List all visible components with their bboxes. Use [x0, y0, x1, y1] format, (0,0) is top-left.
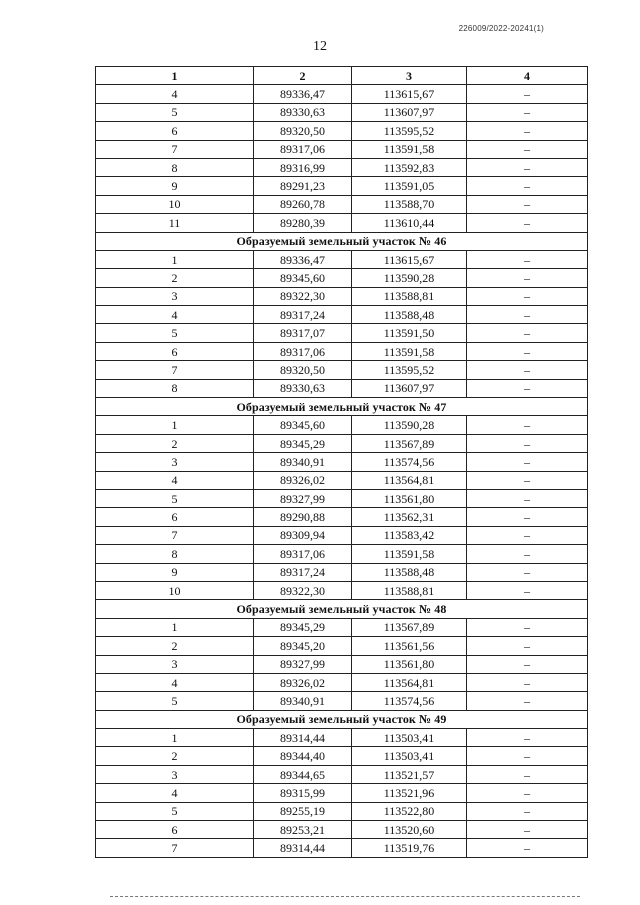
note-cell: – — [467, 103, 588, 121]
point-number-cell: 8 — [96, 379, 254, 397]
y-coordinate-cell: 113595,52 — [352, 361, 467, 379]
section-title: Образуемый земельный участок № 47 — [96, 398, 588, 416]
table-row — [96, 361, 588, 379]
y-coordinate-cell: 113607,97 — [352, 379, 467, 397]
column-header-4: 4 — [467, 67, 588, 85]
table-row — [96, 250, 588, 268]
table-row — [96, 269, 588, 287]
note-cell: – — [467, 526, 588, 544]
note-cell: – — [467, 177, 588, 195]
note-cell: – — [467, 158, 588, 176]
note-cell: – — [467, 673, 588, 691]
y-coordinate-cell: 113588,48 — [352, 306, 467, 324]
note-cell: – — [467, 416, 588, 434]
point-number-cell: 5 — [96, 103, 254, 121]
point-number-cell: 4 — [96, 85, 254, 103]
point-number-cell: 4 — [96, 784, 254, 802]
section-title: Образуемый земельный участок № 48 — [96, 600, 588, 618]
y-coordinate-cell: 113520,60 — [352, 821, 467, 839]
x-coordinate-cell: 89340,91 — [254, 692, 352, 710]
note-cell: – — [467, 655, 588, 673]
y-coordinate-cell: 113562,31 — [352, 508, 467, 526]
y-coordinate-cell: 113615,67 — [352, 250, 467, 268]
x-coordinate-cell: 89260,78 — [254, 195, 352, 213]
table-row — [96, 158, 588, 176]
x-coordinate-cell: 89253,21 — [254, 821, 352, 839]
x-coordinate-cell: 89345,60 — [254, 416, 352, 434]
table-row — [96, 821, 588, 839]
x-coordinate-cell: 89326,02 — [254, 673, 352, 691]
column-header-3: 3 — [352, 67, 467, 85]
note-cell: – — [467, 250, 588, 268]
x-coordinate-cell: 89336,47 — [254, 250, 352, 268]
point-number-cell: 8 — [96, 545, 254, 563]
section-title-row — [96, 232, 588, 250]
note-cell: – — [467, 802, 588, 820]
table-row — [96, 342, 588, 360]
y-coordinate-cell: 113522,80 — [352, 802, 467, 820]
x-coordinate-cell: 89345,29 — [254, 618, 352, 636]
point-number-cell: 2 — [96, 747, 254, 765]
point-number-cell: 1 — [96, 729, 254, 747]
point-number-cell: 5 — [96, 489, 254, 507]
table-row — [96, 416, 588, 434]
table-row — [96, 802, 588, 820]
note-cell: – — [467, 821, 588, 839]
point-number-cell: 7 — [96, 839, 254, 857]
table-row — [96, 287, 588, 305]
note-cell: – — [467, 692, 588, 710]
y-coordinate-cell: 113588,81 — [352, 581, 467, 599]
note-cell: – — [467, 214, 588, 232]
table-row — [96, 140, 588, 158]
note-cell: – — [467, 729, 588, 747]
table-row — [96, 637, 588, 655]
footer-divider — [110, 896, 580, 898]
x-coordinate-cell: 89344,40 — [254, 747, 352, 765]
point-number-cell: 6 — [96, 342, 254, 360]
table-row — [96, 489, 588, 507]
note-cell: – — [467, 140, 588, 158]
x-coordinate-cell: 89317,24 — [254, 563, 352, 581]
note-cell: – — [467, 195, 588, 213]
table-row — [96, 122, 588, 140]
note-cell: – — [467, 747, 588, 765]
point-number-cell: 4 — [96, 471, 254, 489]
y-coordinate-cell: 113590,28 — [352, 416, 467, 434]
table-row — [96, 453, 588, 471]
x-coordinate-cell: 89314,44 — [254, 839, 352, 857]
table-row — [96, 729, 588, 747]
note-cell: – — [467, 637, 588, 655]
point-number-cell: 9 — [96, 177, 254, 195]
note-cell: – — [467, 269, 588, 287]
point-number-cell: 11 — [96, 214, 254, 232]
point-number-cell: 2 — [96, 269, 254, 287]
y-coordinate-cell: 113503,41 — [352, 747, 467, 765]
x-coordinate-cell: 89317,06 — [254, 545, 352, 563]
x-coordinate-cell: 89320,50 — [254, 122, 352, 140]
point-number-cell: 7 — [96, 361, 254, 379]
point-number-cell: 7 — [96, 526, 254, 544]
note-cell: – — [467, 563, 588, 581]
x-coordinate-cell: 89345,29 — [254, 434, 352, 452]
table-row — [96, 471, 588, 489]
note-cell: – — [467, 287, 588, 305]
x-coordinate-cell: 89345,20 — [254, 637, 352, 655]
table-row — [96, 324, 588, 342]
point-number-cell: 5 — [96, 802, 254, 820]
table-row — [96, 655, 588, 673]
x-coordinate-cell: 89327,99 — [254, 489, 352, 507]
x-coordinate-cell: 89327,99 — [254, 655, 352, 673]
note-cell: – — [467, 122, 588, 140]
x-coordinate-cell: 89317,06 — [254, 140, 352, 158]
point-number-cell: 3 — [96, 287, 254, 305]
section-title-row — [96, 710, 588, 728]
y-coordinate-cell: 113591,58 — [352, 140, 467, 158]
point-number-cell: 9 — [96, 563, 254, 581]
note-cell: – — [467, 581, 588, 599]
y-coordinate-cell: 113588,70 — [352, 195, 467, 213]
y-coordinate-cell: 113595,52 — [352, 122, 467, 140]
y-coordinate-cell: 113561,56 — [352, 637, 467, 655]
point-number-cell: 10 — [96, 581, 254, 599]
table-row — [96, 618, 588, 636]
point-number-cell: 3 — [96, 765, 254, 783]
table-row — [96, 545, 588, 563]
x-coordinate-cell: 89280,39 — [254, 214, 352, 232]
note-cell: – — [467, 379, 588, 397]
table-row — [96, 765, 588, 783]
y-coordinate-cell: 113561,80 — [352, 489, 467, 507]
x-coordinate-cell: 89314,44 — [254, 729, 352, 747]
y-coordinate-cell: 113588,81 — [352, 287, 467, 305]
table-row — [96, 563, 588, 581]
x-coordinate-cell: 89290,88 — [254, 508, 352, 526]
point-number-cell: 6 — [96, 508, 254, 526]
y-coordinate-cell: 113519,76 — [352, 839, 467, 857]
section-title: Образуемый земельный участок № 49 — [96, 710, 588, 728]
note-cell: – — [467, 434, 588, 452]
x-coordinate-cell: 89330,63 — [254, 103, 352, 121]
table-row — [96, 784, 588, 802]
x-coordinate-cell: 89309,94 — [254, 526, 352, 544]
note-cell: – — [467, 361, 588, 379]
table-row — [96, 103, 588, 121]
y-coordinate-cell: 113521,96 — [352, 784, 467, 802]
y-coordinate-cell: 113574,56 — [352, 453, 467, 471]
x-coordinate-cell: 89317,06 — [254, 342, 352, 360]
point-number-cell: 2 — [96, 434, 254, 452]
y-coordinate-cell: 113574,56 — [352, 692, 467, 710]
x-coordinate-cell: 89330,63 — [254, 379, 352, 397]
document-number: 226009/2022-20241(1) — [458, 24, 544, 33]
point-number-cell: 3 — [96, 453, 254, 471]
coordinates-table — [95, 66, 588, 858]
table-row — [96, 508, 588, 526]
column-header-1: 1 — [96, 67, 254, 85]
x-coordinate-cell: 89320,50 — [254, 361, 352, 379]
table-row — [96, 306, 588, 324]
point-number-cell: 4 — [96, 306, 254, 324]
y-coordinate-cell: 113583,42 — [352, 526, 467, 544]
table-row — [96, 526, 588, 544]
y-coordinate-cell: 113610,44 — [352, 214, 467, 232]
x-coordinate-cell: 89317,24 — [254, 306, 352, 324]
point-number-cell: 5 — [96, 692, 254, 710]
x-coordinate-cell: 89291,23 — [254, 177, 352, 195]
note-cell: – — [467, 453, 588, 471]
x-coordinate-cell: 89344,65 — [254, 765, 352, 783]
table-row — [96, 673, 588, 691]
x-coordinate-cell: 89336,47 — [254, 85, 352, 103]
note-cell: – — [467, 489, 588, 507]
note-cell: – — [467, 839, 588, 857]
table-row — [96, 692, 588, 710]
page-number: 12 — [313, 39, 327, 54]
note-cell: – — [467, 85, 588, 103]
table-row — [96, 379, 588, 397]
table-row — [96, 434, 588, 452]
x-coordinate-cell: 89326,02 — [254, 471, 352, 489]
y-coordinate-cell: 113615,67 — [352, 85, 467, 103]
y-coordinate-cell: 113567,89 — [352, 618, 467, 636]
y-coordinate-cell: 113607,97 — [352, 103, 467, 121]
x-coordinate-cell: 89317,07 — [254, 324, 352, 342]
y-coordinate-cell: 113591,58 — [352, 545, 467, 563]
point-number-cell: 5 — [96, 324, 254, 342]
note-cell: – — [467, 342, 588, 360]
y-coordinate-cell: 113521,57 — [352, 765, 467, 783]
note-cell: – — [467, 618, 588, 636]
table-row — [96, 581, 588, 599]
point-number-cell: 3 — [96, 655, 254, 673]
note-cell: – — [467, 508, 588, 526]
point-number-cell: 1 — [96, 416, 254, 434]
column-header-2: 2 — [254, 67, 352, 85]
point-number-cell: 8 — [96, 158, 254, 176]
point-number-cell: 1 — [96, 250, 254, 268]
table-row — [96, 214, 588, 232]
note-cell: – — [467, 545, 588, 563]
table-row — [96, 839, 588, 857]
point-number-cell: 6 — [96, 122, 254, 140]
y-coordinate-cell: 113561,80 — [352, 655, 467, 673]
y-coordinate-cell: 113591,50 — [352, 324, 467, 342]
x-coordinate-cell: 89322,30 — [254, 287, 352, 305]
x-coordinate-cell: 89255,19 — [254, 802, 352, 820]
note-cell: – — [467, 784, 588, 802]
table-header-row — [96, 67, 588, 85]
y-coordinate-cell: 113591,05 — [352, 177, 467, 195]
point-number-cell: 1 — [96, 618, 254, 636]
y-coordinate-cell: 113564,81 — [352, 673, 467, 691]
y-coordinate-cell: 113591,58 — [352, 342, 467, 360]
y-coordinate-cell: 113564,81 — [352, 471, 467, 489]
note-cell: – — [467, 471, 588, 489]
table-body — [96, 85, 588, 857]
point-number-cell: 7 — [96, 140, 254, 158]
y-coordinate-cell: 113588,48 — [352, 563, 467, 581]
point-number-cell: 10 — [96, 195, 254, 213]
x-coordinate-cell: 89316,99 — [254, 158, 352, 176]
section-title: Образуемый земельный участок № 46 — [96, 232, 588, 250]
note-cell: – — [467, 765, 588, 783]
y-coordinate-cell: 113567,89 — [352, 434, 467, 452]
table-row — [96, 195, 588, 213]
note-cell: – — [467, 306, 588, 324]
y-coordinate-cell: 113503,41 — [352, 729, 467, 747]
y-coordinate-cell: 113592,83 — [352, 158, 467, 176]
section-title-row — [96, 398, 588, 416]
point-number-cell: 4 — [96, 673, 254, 691]
x-coordinate-cell: 89322,30 — [254, 581, 352, 599]
point-number-cell: 2 — [96, 637, 254, 655]
table-row — [96, 177, 588, 195]
table-row — [96, 85, 588, 103]
x-coordinate-cell: 89340,91 — [254, 453, 352, 471]
section-title-row — [96, 600, 588, 618]
y-coordinate-cell: 113590,28 — [352, 269, 467, 287]
point-number-cell: 6 — [96, 821, 254, 839]
note-cell: – — [467, 324, 588, 342]
table-row — [96, 747, 588, 765]
x-coordinate-cell: 89345,60 — [254, 269, 352, 287]
x-coordinate-cell: 89315,99 — [254, 784, 352, 802]
